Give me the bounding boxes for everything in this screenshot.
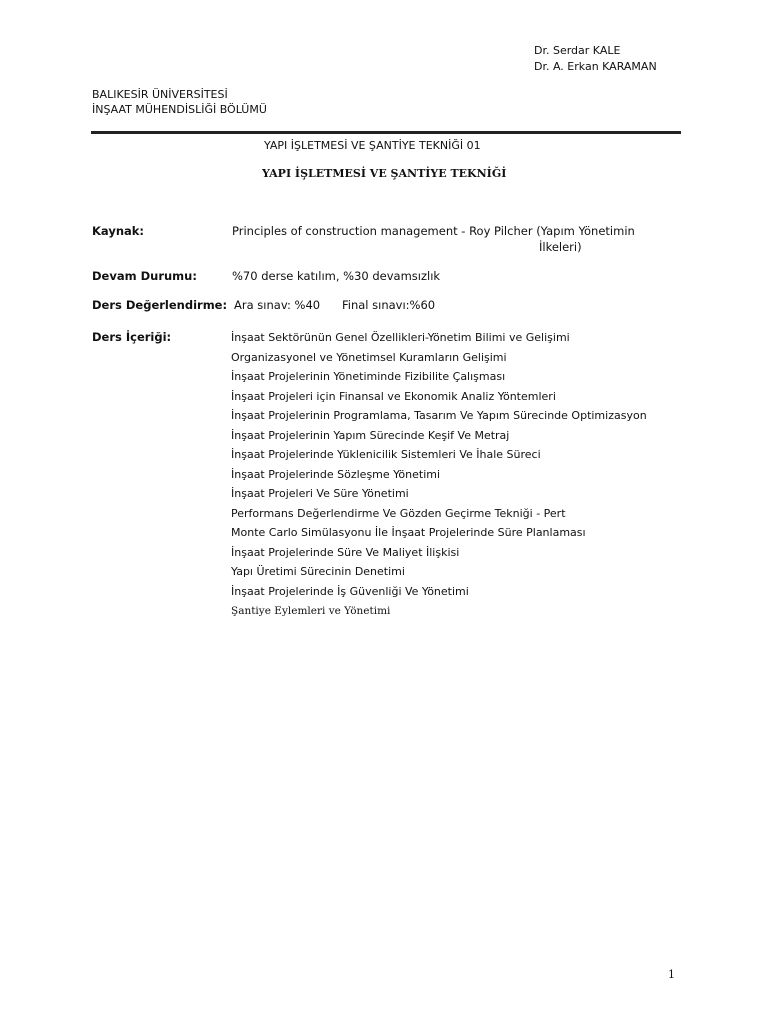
topic-item: İnşaat Projeleri için Finansal ve Ekonomik Analiz Yöntemleri <box>231 389 556 403</box>
topic-item: Yapı Üretimi Sürecinin Denetimi <box>231 565 405 578</box>
page-number: 1 <box>668 968 675 981</box>
author-block <box>534 43 657 75</box>
author-name: Dr. A. Erkan KARAMAN <box>534 60 657 73</box>
devam-label: Devam Durumu: <box>92 269 197 283</box>
degerlendirme-label: Ders Değerlendirme: <box>92 298 228 312</box>
topic-item: Şantiye Eylemleri ve Yönetimi <box>231 605 391 617</box>
topic-item: Performans Değerlendirme Ve Gözden Geçirme Tekniği - Pert <box>231 506 566 520</box>
topic-item: Organizasyonel ve Yönetimsel Kuramların Gelişimi <box>231 350 507 364</box>
institution-block <box>92 87 267 117</box>
topic-item: İnşaat Sektörünün Genel Özellikleri-Yönetim Bilimi ve Gelişimi <box>231 331 570 344</box>
final-sinav-value: Final sınavı:%60 <box>342 298 436 312</box>
topic-item: İnşaat Projelerinde Yüklenicilik Sistemleri Ve İhale Süreci <box>231 448 541 461</box>
topic-item: İnşaat Projelerinin Programlama, Tasarım Ve Yapım Sürecinde Optimizasyon <box>231 409 647 422</box>
topic-item: İnşaat Projeleri Ve Süre Yönetimi <box>231 487 409 500</box>
devam-value: %70 derse katılım, %30 devamsızlık <box>232 269 441 283</box>
ara-sinav-value: Ara sınav: %40 <box>234 298 321 312</box>
topic-item: İnşaat Projelerinde Süre Ve Maliyet İlişkisi <box>231 545 460 559</box>
topic-item: İnşaat Projelerinin Yapım Sürecinde Keşif Ve Metraj <box>231 428 510 442</box>
topic-item: İnşaat Projelerinin Yönetiminde Fizibilite Çalışması <box>231 370 506 383</box>
university-name: BALIKESİR ÜNİVERSİTESİ <box>92 88 228 101</box>
icerik-label: Ders İçeriği: <box>92 330 172 344</box>
kaynak-label: Kaynak: <box>92 224 145 238</box>
course-code: YAPI İŞLETMESİ VE ŞANTİYE TEKNİĞİ 01 <box>264 139 481 152</box>
horizontal-rule <box>91 131 681 134</box>
topic-list <box>231 330 647 623</box>
department-name: İNŞAAT MÜHENDİSLİĞİ BÖLÜMÜ <box>92 103 267 116</box>
topic-item: İnşaat Projelerinde Sözleşme Yönetimi <box>231 467 441 481</box>
topic-item: Monte Carlo Simülasyonu İle İnşaat Projelerinde Süre Planlaması <box>231 526 586 539</box>
author-name: Dr. Serdar KALE <box>534 44 621 57</box>
course-title: YAPI İŞLETMESİ VE ŞANTİYE TEKNİĞİ <box>262 167 507 180</box>
kaynak-value-cont: İlkeleri) <box>539 240 582 254</box>
topic-item: İnşaat Projelerinde İş Güvenliği Ve Yönetimi <box>231 584 469 598</box>
kaynak-value: Principles of construction management - Roy Pilcher (Yapım Yönetimin <box>232 224 635 238</box>
